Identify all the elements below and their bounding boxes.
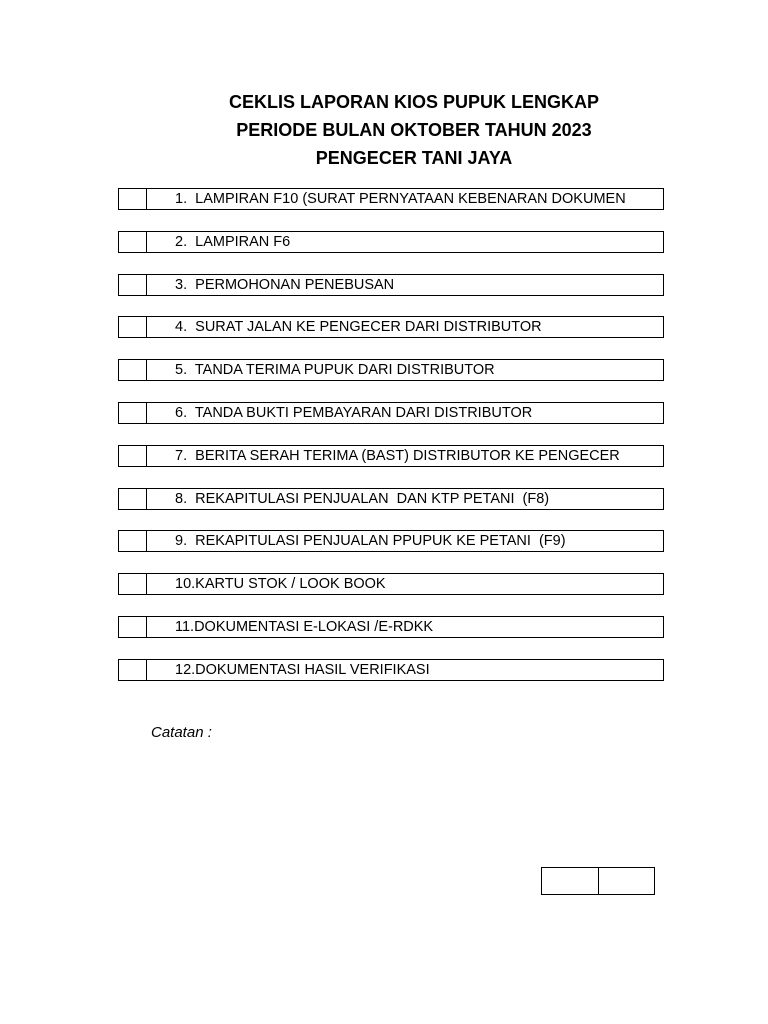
document-title [0, 88, 768, 172]
checklist-row [118, 616, 664, 638]
checkbox-cell[interactable] [119, 489, 147, 509]
checkbox-cell[interactable] [119, 617, 147, 637]
note-label: Catatan : [151, 724, 212, 741]
signature-cell-left[interactable] [542, 868, 599, 894]
checklist-row [118, 530, 664, 552]
checkbox-cell[interactable] [119, 446, 147, 466]
checkbox-cell[interactable] [119, 275, 147, 295]
checklist-item-label: 11.DOKUMENTASI E-LOKASI /E-RDKK [175, 618, 434, 635]
checklist-row [118, 488, 664, 510]
title-line-1: CEKLIS LAPORAN KIOS PUPUK LENGKAP [228, 92, 600, 112]
checkbox-cell[interactable] [119, 574, 147, 594]
checkbox-cell[interactable] [119, 189, 147, 209]
title-line-2: PERIODE BULAN OKTOBER TAHUN 2023 [236, 120, 592, 140]
checklist-row [118, 659, 664, 681]
title-line-3: PENGECER TANI JAYA [315, 148, 513, 168]
signature-cell-right[interactable] [599, 868, 655, 894]
checklist-item-label: 7. BERITA SERAH TERIMA (BAST) DISTRIBUTOR KE PENGECER [175, 447, 620, 464]
checkbox-cell[interactable] [119, 360, 147, 380]
checklist-item-label: 8. REKAPITULASI PENJUALAN DAN KTP PETANI (F8) [175, 490, 550, 507]
checklist-item-label: 6. TANDA BUKTI PEMBAYARAN DARI DISTRIBUTOR [175, 404, 533, 421]
checklist-item-label: 2. LAMPIRAN F6 [175, 233, 291, 250]
checklist-row [118, 316, 664, 338]
signature-box [541, 867, 655, 895]
checklist-item-label: 1. LAMPIRAN F10 (SURAT PERNYATAAN KEBENARAN DOKUMEN [175, 191, 626, 207]
checklist-row [118, 231, 664, 253]
checklist-row [118, 274, 664, 296]
checklist-item-label: 5. TANDA TERIMA PUPUK DARI DISTRIBUTOR [175, 362, 495, 379]
checklist-item-label: 4. SURAT JALAN KE PENGECER DARI DISTRIBUTOR [175, 319, 542, 336]
checklist-item-label: 9. REKAPITULASI PENJUALAN PPUPUK KE PETANI (F9) [175, 533, 566, 550]
checkbox-cell[interactable] [119, 531, 147, 551]
checkbox-cell[interactable] [119, 660, 147, 680]
checkbox-cell[interactable] [119, 232, 147, 252]
checklist [118, 188, 664, 702]
checklist-row [118, 445, 664, 467]
checklist-row [118, 359, 664, 381]
checkbox-cell[interactable] [119, 317, 147, 337]
checklist-item-label: 3. PERMOHONAN PENEBUSAN [175, 276, 395, 293]
checkbox-cell[interactable] [119, 403, 147, 423]
checklist-item-label: 12.DOKUMENTASI HASIL VERIFIKASI [175, 661, 430, 678]
checklist-item-label: 10.KARTU STOK / LOOK BOOK [175, 576, 386, 593]
checklist-row [118, 573, 664, 595]
checklist-row [118, 402, 664, 424]
checklist-row [118, 188, 664, 210]
